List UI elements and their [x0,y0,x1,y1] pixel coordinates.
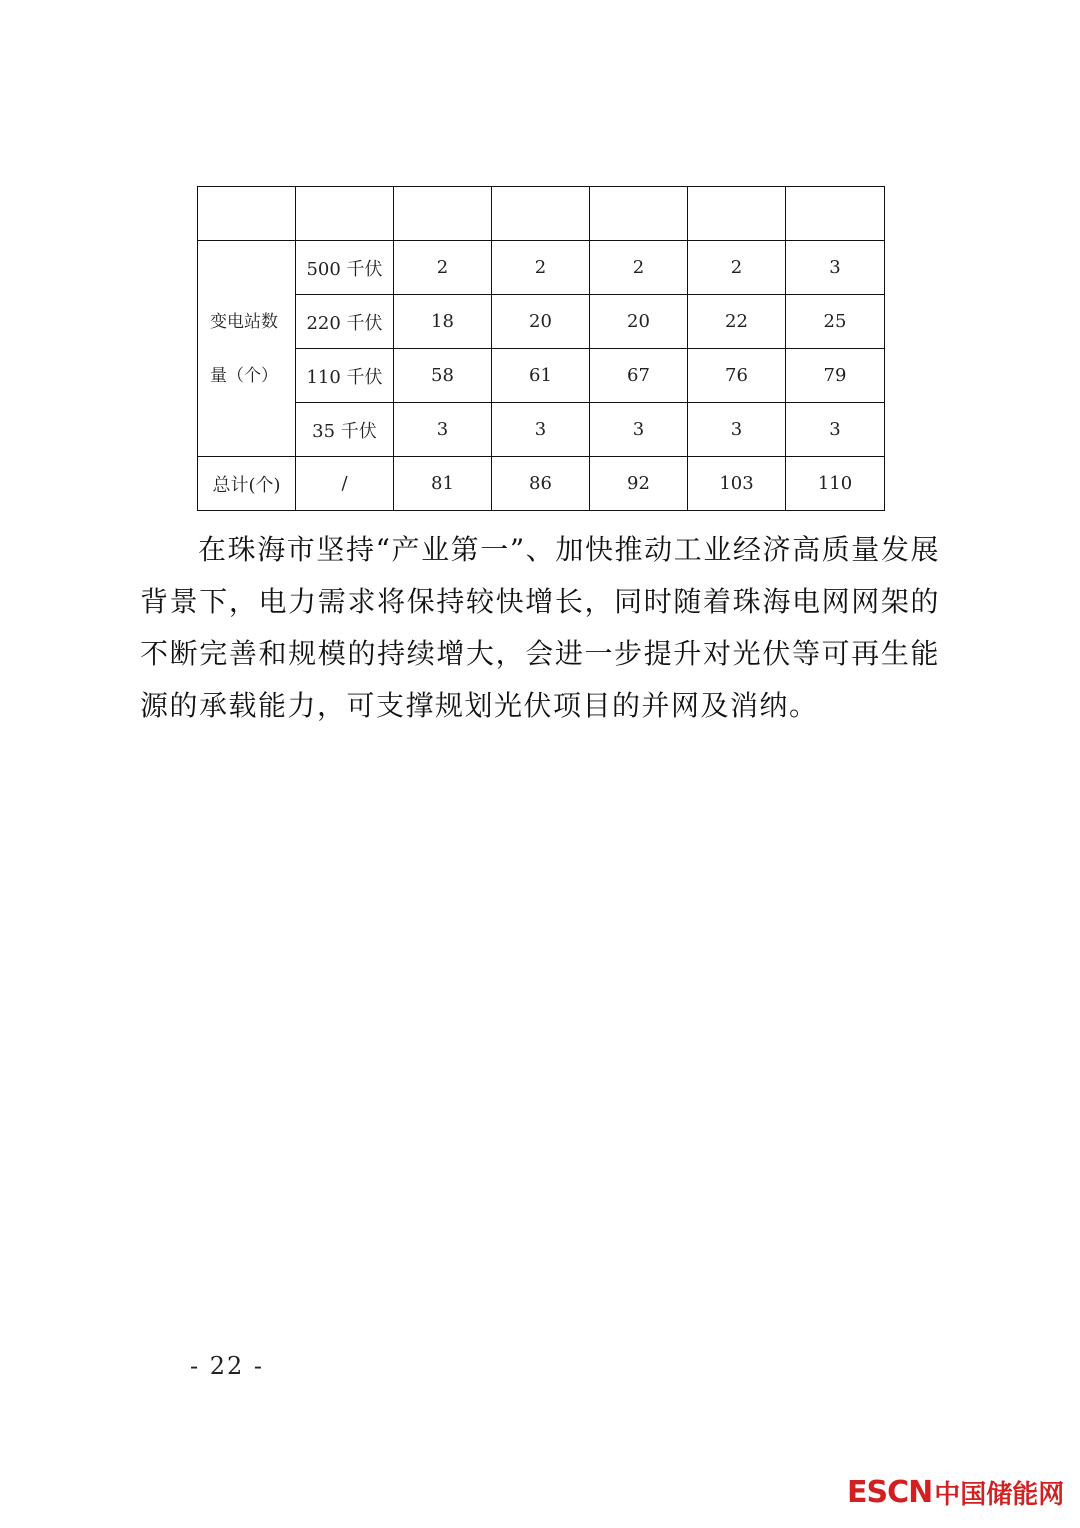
total-value-cell: 103 [688,457,786,511]
category-label-line1: 变电站数 [210,311,278,332]
voltage-cell: 500 千伏 [296,241,394,295]
value-cell: 3 [688,403,786,457]
total-label-cell: 总计(个) [198,457,296,511]
total-value-cell: 86 [492,457,590,511]
value-cell: 3 [590,403,688,457]
total-voltage-cell: / [296,457,394,511]
page-number: - 22 - [190,1352,265,1380]
voltage-cell: 110 千伏 [296,349,394,403]
table-row [198,349,885,403]
header-cell [394,187,492,241]
value-cell: 58 [394,349,492,403]
table-row [198,403,885,457]
category-label-cell [198,241,296,457]
value-cell: 20 [492,295,590,349]
value-cell: 2 [688,241,786,295]
value-cell: 61 [492,349,590,403]
value-cell: 76 [688,349,786,403]
value-cell: 79 [786,349,885,403]
value-cell: 22 [688,295,786,349]
header-cell [492,187,590,241]
value-cell: 3 [394,403,492,457]
category-label-line2: 量（个） [210,365,278,386]
substation-table [197,186,885,511]
voltage-cell: 35 千伏 [296,403,394,457]
value-cell: 25 [786,295,885,349]
table-row [198,295,885,349]
logo-chinese-text: 中国储能网 [934,1480,1065,1510]
total-value-cell: 81 [394,457,492,511]
value-cell: 67 [590,349,688,403]
header-cell [296,187,394,241]
logo-latin-text: ESCN [847,1475,933,1510]
value-cell: 3 [786,403,885,457]
value-cell: 2 [394,241,492,295]
value-cell: 3 [492,403,590,457]
value-cell: 3 [786,241,885,295]
total-value-cell: 92 [590,457,688,511]
value-cell: 18 [394,295,492,349]
header-cell [590,187,688,241]
header-cell [786,187,885,241]
table-row [198,241,885,295]
total-value-cell: 110 [786,457,885,511]
value-cell: 20 [590,295,688,349]
header-cell [198,187,296,241]
body-paragraph: 在珠海市坚持“产业第一”、加快推动工业经济高质量发展背景下，电力需求将保持较快增长，同时随着珠海电网网架的不断完善和规模的持续增大，会进一步提升对光伏等可再生能源的承载能力，可支撑规划光伏项目的并网及消纳。 [140,533,940,722]
table-header-row [198,187,885,241]
escn-watermark-logo [847,1474,1064,1511]
voltage-cell: 220 千伏 [296,295,394,349]
value-cell: 2 [492,241,590,295]
total-row [198,457,885,511]
value-cell: 2 [590,241,688,295]
header-cell [688,187,786,241]
